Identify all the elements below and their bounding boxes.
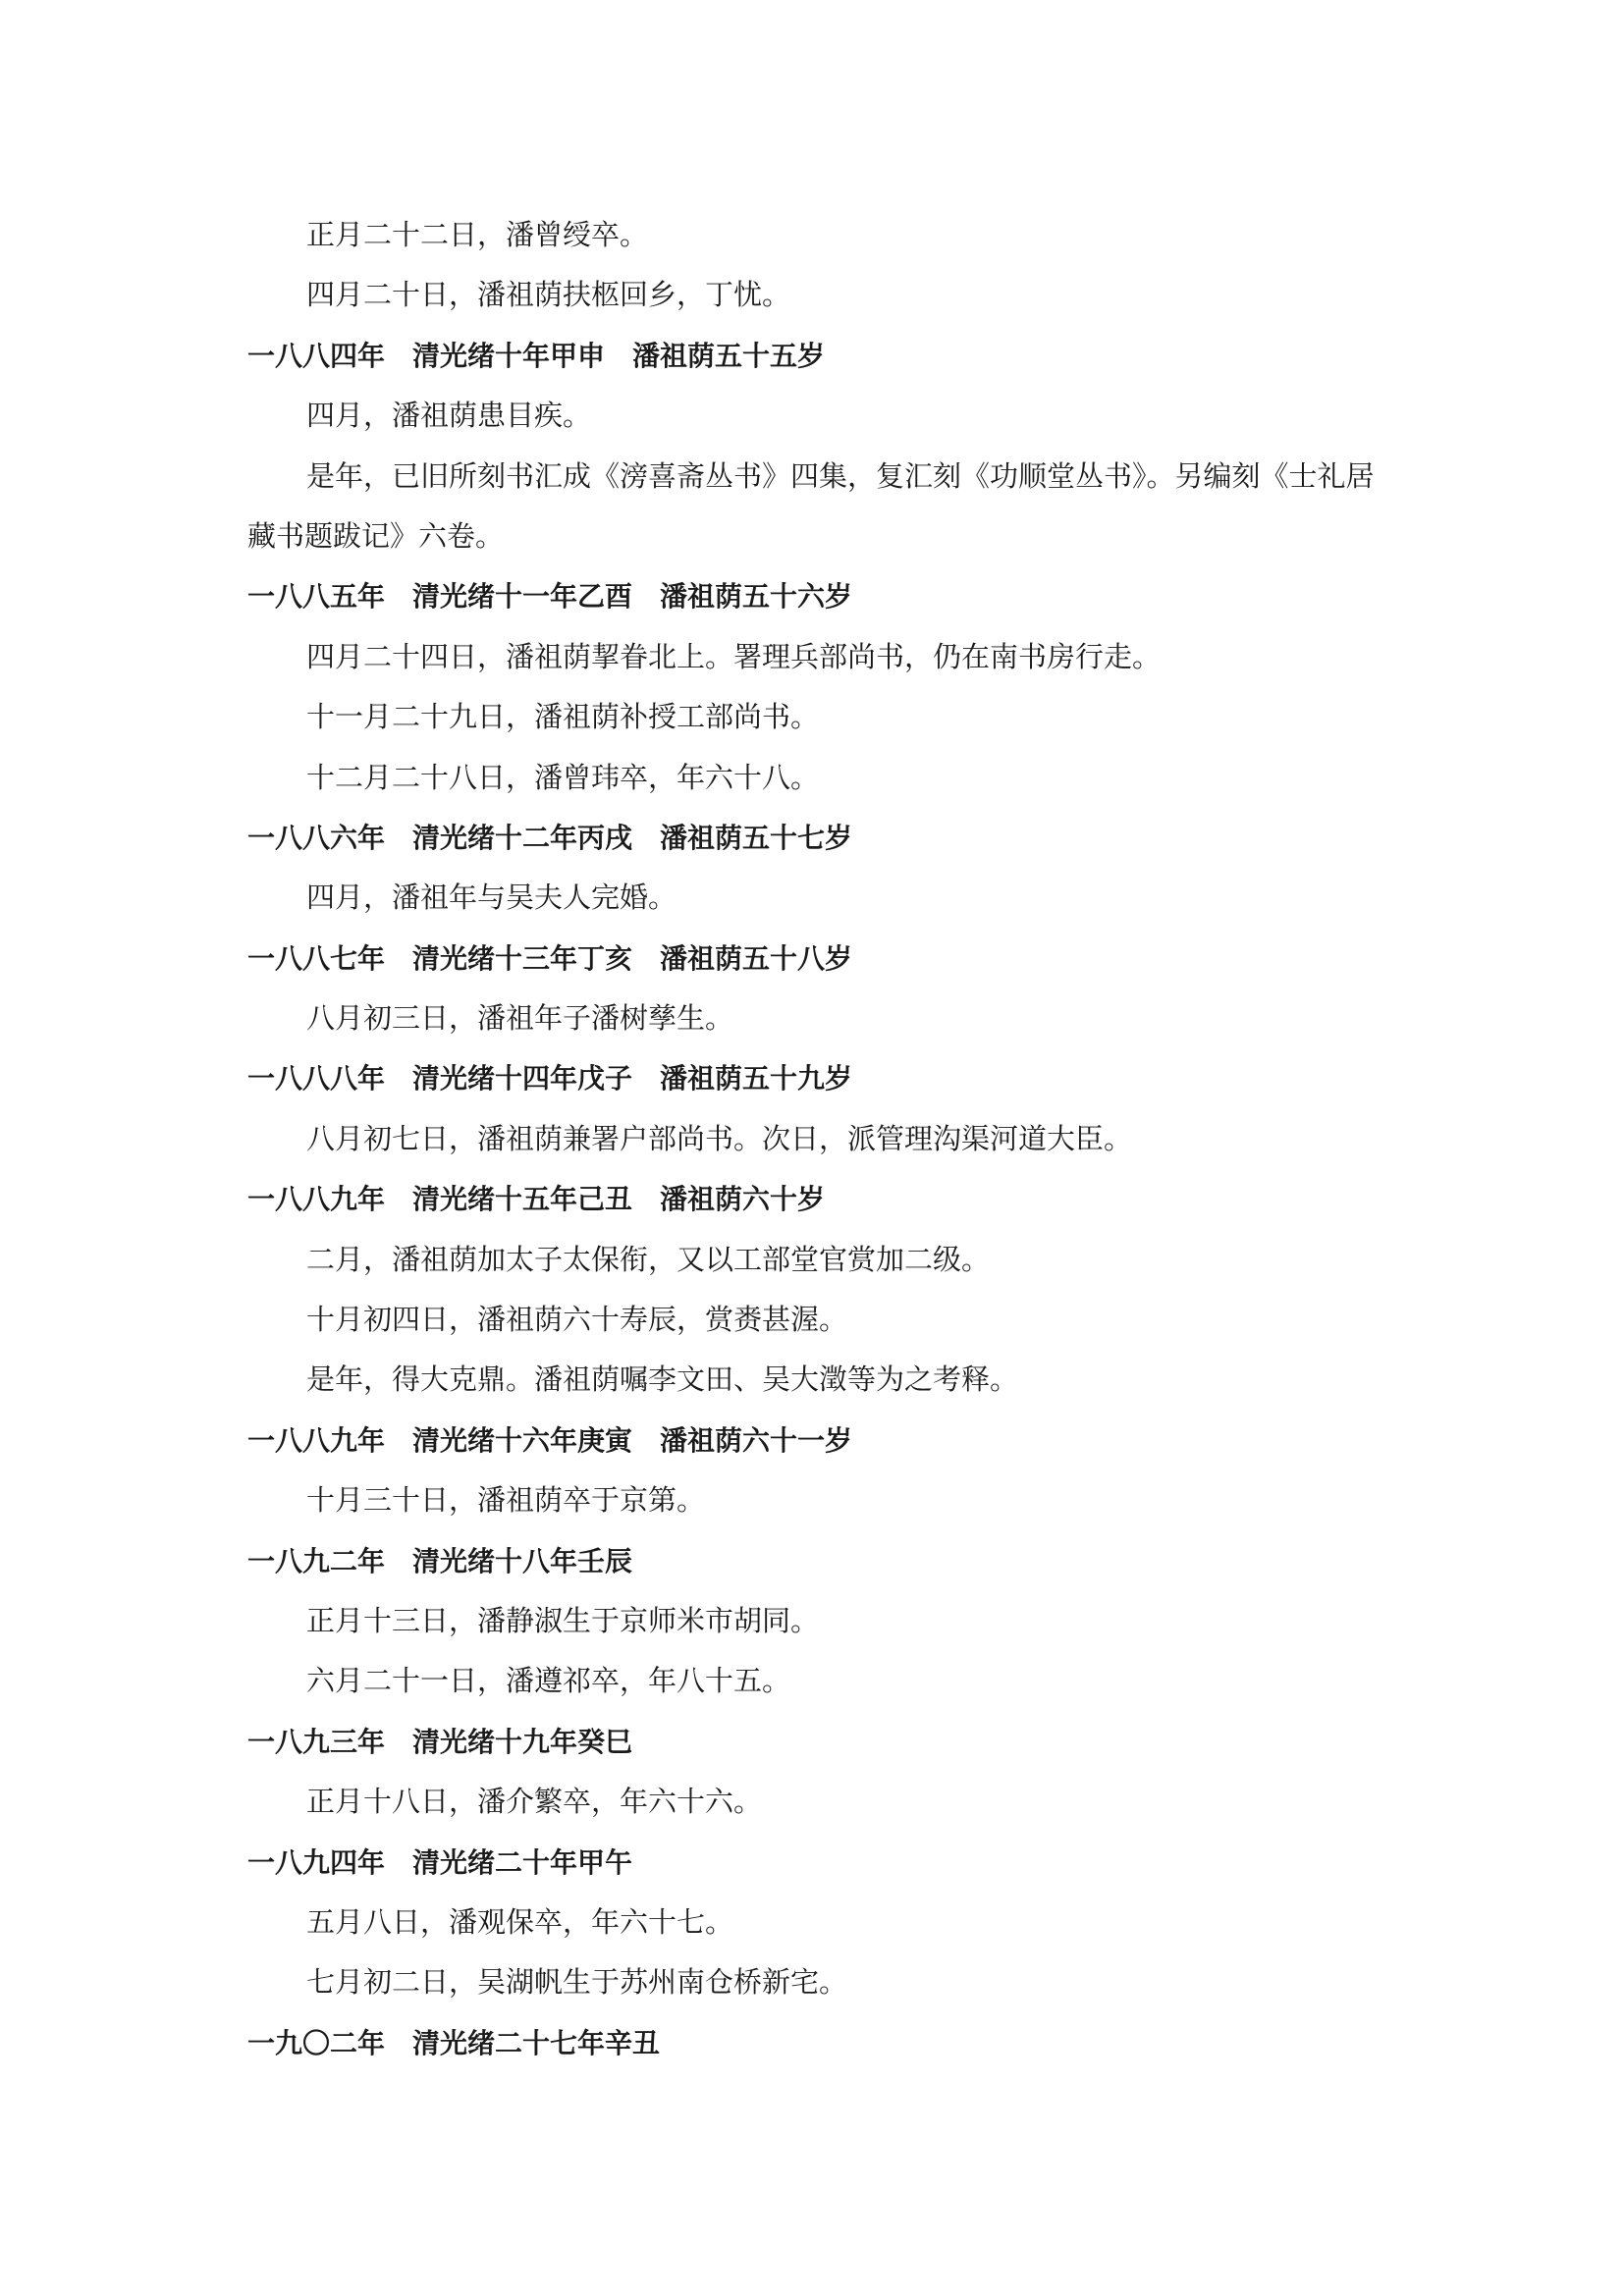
heading-year: 一八八六年: [247, 821, 386, 854]
entry-continuation: 藏书题跋记》六卷。: [247, 518, 505, 553]
heading-era: 清光绪十九年癸巳: [412, 1725, 633, 1758]
entry-paragraph: 八月初三日，潘祖年子潘树孳生。: [306, 1001, 734, 1036]
heading-age: 潘祖荫五十九岁: [660, 1062, 853, 1095]
year-heading: [247, 808, 1426, 868]
entry-paragraph: 四月，潘祖荫患目疾。: [306, 399, 592, 433]
entry-paragraph: 六月二十一日，潘遵祁卒，年八十五。: [306, 1664, 791, 1698]
entry-paragraph: 十一月二十九日，潘祖荫补授工部尚书。: [306, 700, 820, 734]
year-heading: [247, 1048, 1426, 1108]
heading-year: 一八八九年: [247, 1183, 386, 1216]
entry-paragraph: 十二月二十八日，潘曾玮卒，年六十八。: [306, 760, 820, 794]
heading-age: 潘祖荫六十岁: [660, 1183, 826, 1216]
heading-age: 潘祖荫五十五岁: [632, 339, 826, 372]
heading-era: 清光绪十二年丙戌: [412, 821, 633, 854]
entry-paragraph: 八月初七日，潘祖荫兼署户部尚书。次日，派管理沟渠河道大臣。: [306, 1121, 1133, 1155]
heading-year: 一八九二年: [247, 1544, 386, 1577]
heading-era: 清光绪十一年乙酉: [412, 580, 633, 614]
heading-year: 一八八九年: [247, 1423, 386, 1457]
heading-year: 一八八八年: [247, 1062, 386, 1095]
year-heading: [247, 566, 1426, 626]
heading-era: 清光绪二十年甲午: [412, 1845, 633, 1879]
entry-paragraph: 是年，已旧所刻书汇成《滂喜斋丛书》四集，复汇刻《功顺堂丛书》。另编刻《士礼居: [306, 458, 1375, 493]
year-heading: [247, 1712, 1426, 1772]
year-heading: [247, 2013, 1426, 2073]
heading-year: 一八八四年: [247, 339, 386, 372]
heading-year: 一八八五年: [247, 580, 386, 614]
entry-paragraph: 是年，得大克鼎。潘祖荫嘱李文田、吴大澂等为之考释。: [306, 1362, 1019, 1397]
heading-era: 清光绪十八年壬辰: [412, 1544, 633, 1577]
entry-paragraph: 二月，潘祖荫加太子太保衔，又以工部堂官赏加二级。: [306, 1242, 991, 1276]
year-heading: [247, 1169, 1426, 1229]
entry-paragraph: 正月二十二日，潘曾绶卒。: [306, 218, 649, 251]
year-heading: [247, 1833, 1426, 1893]
heading-era: 清光绪十年甲申: [412, 339, 606, 372]
year-heading: [247, 326, 1426, 386]
heading-age: 潘祖荫六十一岁: [660, 1423, 853, 1457]
heading-age: 潘祖荫五十六岁: [660, 580, 853, 614]
entry-paragraph: 十月初四日，潘祖荫六十寿辰，赏赉甚渥。: [306, 1303, 848, 1337]
year-heading: [247, 929, 1426, 988]
year-heading: [247, 1411, 1426, 1470]
heading-year: 一八九四年: [247, 1845, 386, 1879]
year-heading: [247, 1531, 1426, 1591]
heading-age: 潘祖荫五十八岁: [660, 941, 853, 975]
entry-paragraph: 七月初二日，吴湖帆生于苏州南仓桥新宅。: [306, 1965, 848, 2000]
entry-paragraph: 正月十三日，潘静淑生于京师米市胡同。: [306, 1603, 820, 1637]
entry-paragraph: 正月十八日，潘介繁卒，年六十六。: [306, 1785, 763, 1819]
heading-era: 清光绪十五年己丑: [412, 1183, 633, 1216]
heading-era: 清光绪十六年庚寅: [412, 1423, 633, 1457]
heading-era: 清光绪二十七年辛丑: [412, 2026, 661, 2059]
heading-age: 潘祖荫五十七岁: [660, 821, 853, 854]
heading-era: 清光绪十三年丁亥: [412, 941, 633, 975]
entry-paragraph: 四月，潘祖年与吴夫人完婚。: [306, 881, 677, 915]
entry-paragraph: 四月二十日，潘祖荫扶柩回乡，丁忧。: [306, 278, 791, 312]
entry-paragraph: 五月八日，潘观保卒，年六十七。: [306, 1904, 734, 1939]
entry-paragraph: 十月三十日，潘祖荫卒于京第。: [306, 1483, 706, 1518]
heading-era: 清光绪十四年戊子: [412, 1062, 633, 1095]
heading-year: 一九〇二年: [247, 2026, 386, 2059]
heading-year: 一八九三年: [247, 1725, 386, 1758]
heading-year: 一八八七年: [247, 941, 386, 975]
document-body: [247, 205, 1426, 2073]
entry-paragraph: 四月二十四日，潘祖荫挈眷北上。署理兵部尚书，仍在南书房行走。: [306, 639, 1162, 673]
